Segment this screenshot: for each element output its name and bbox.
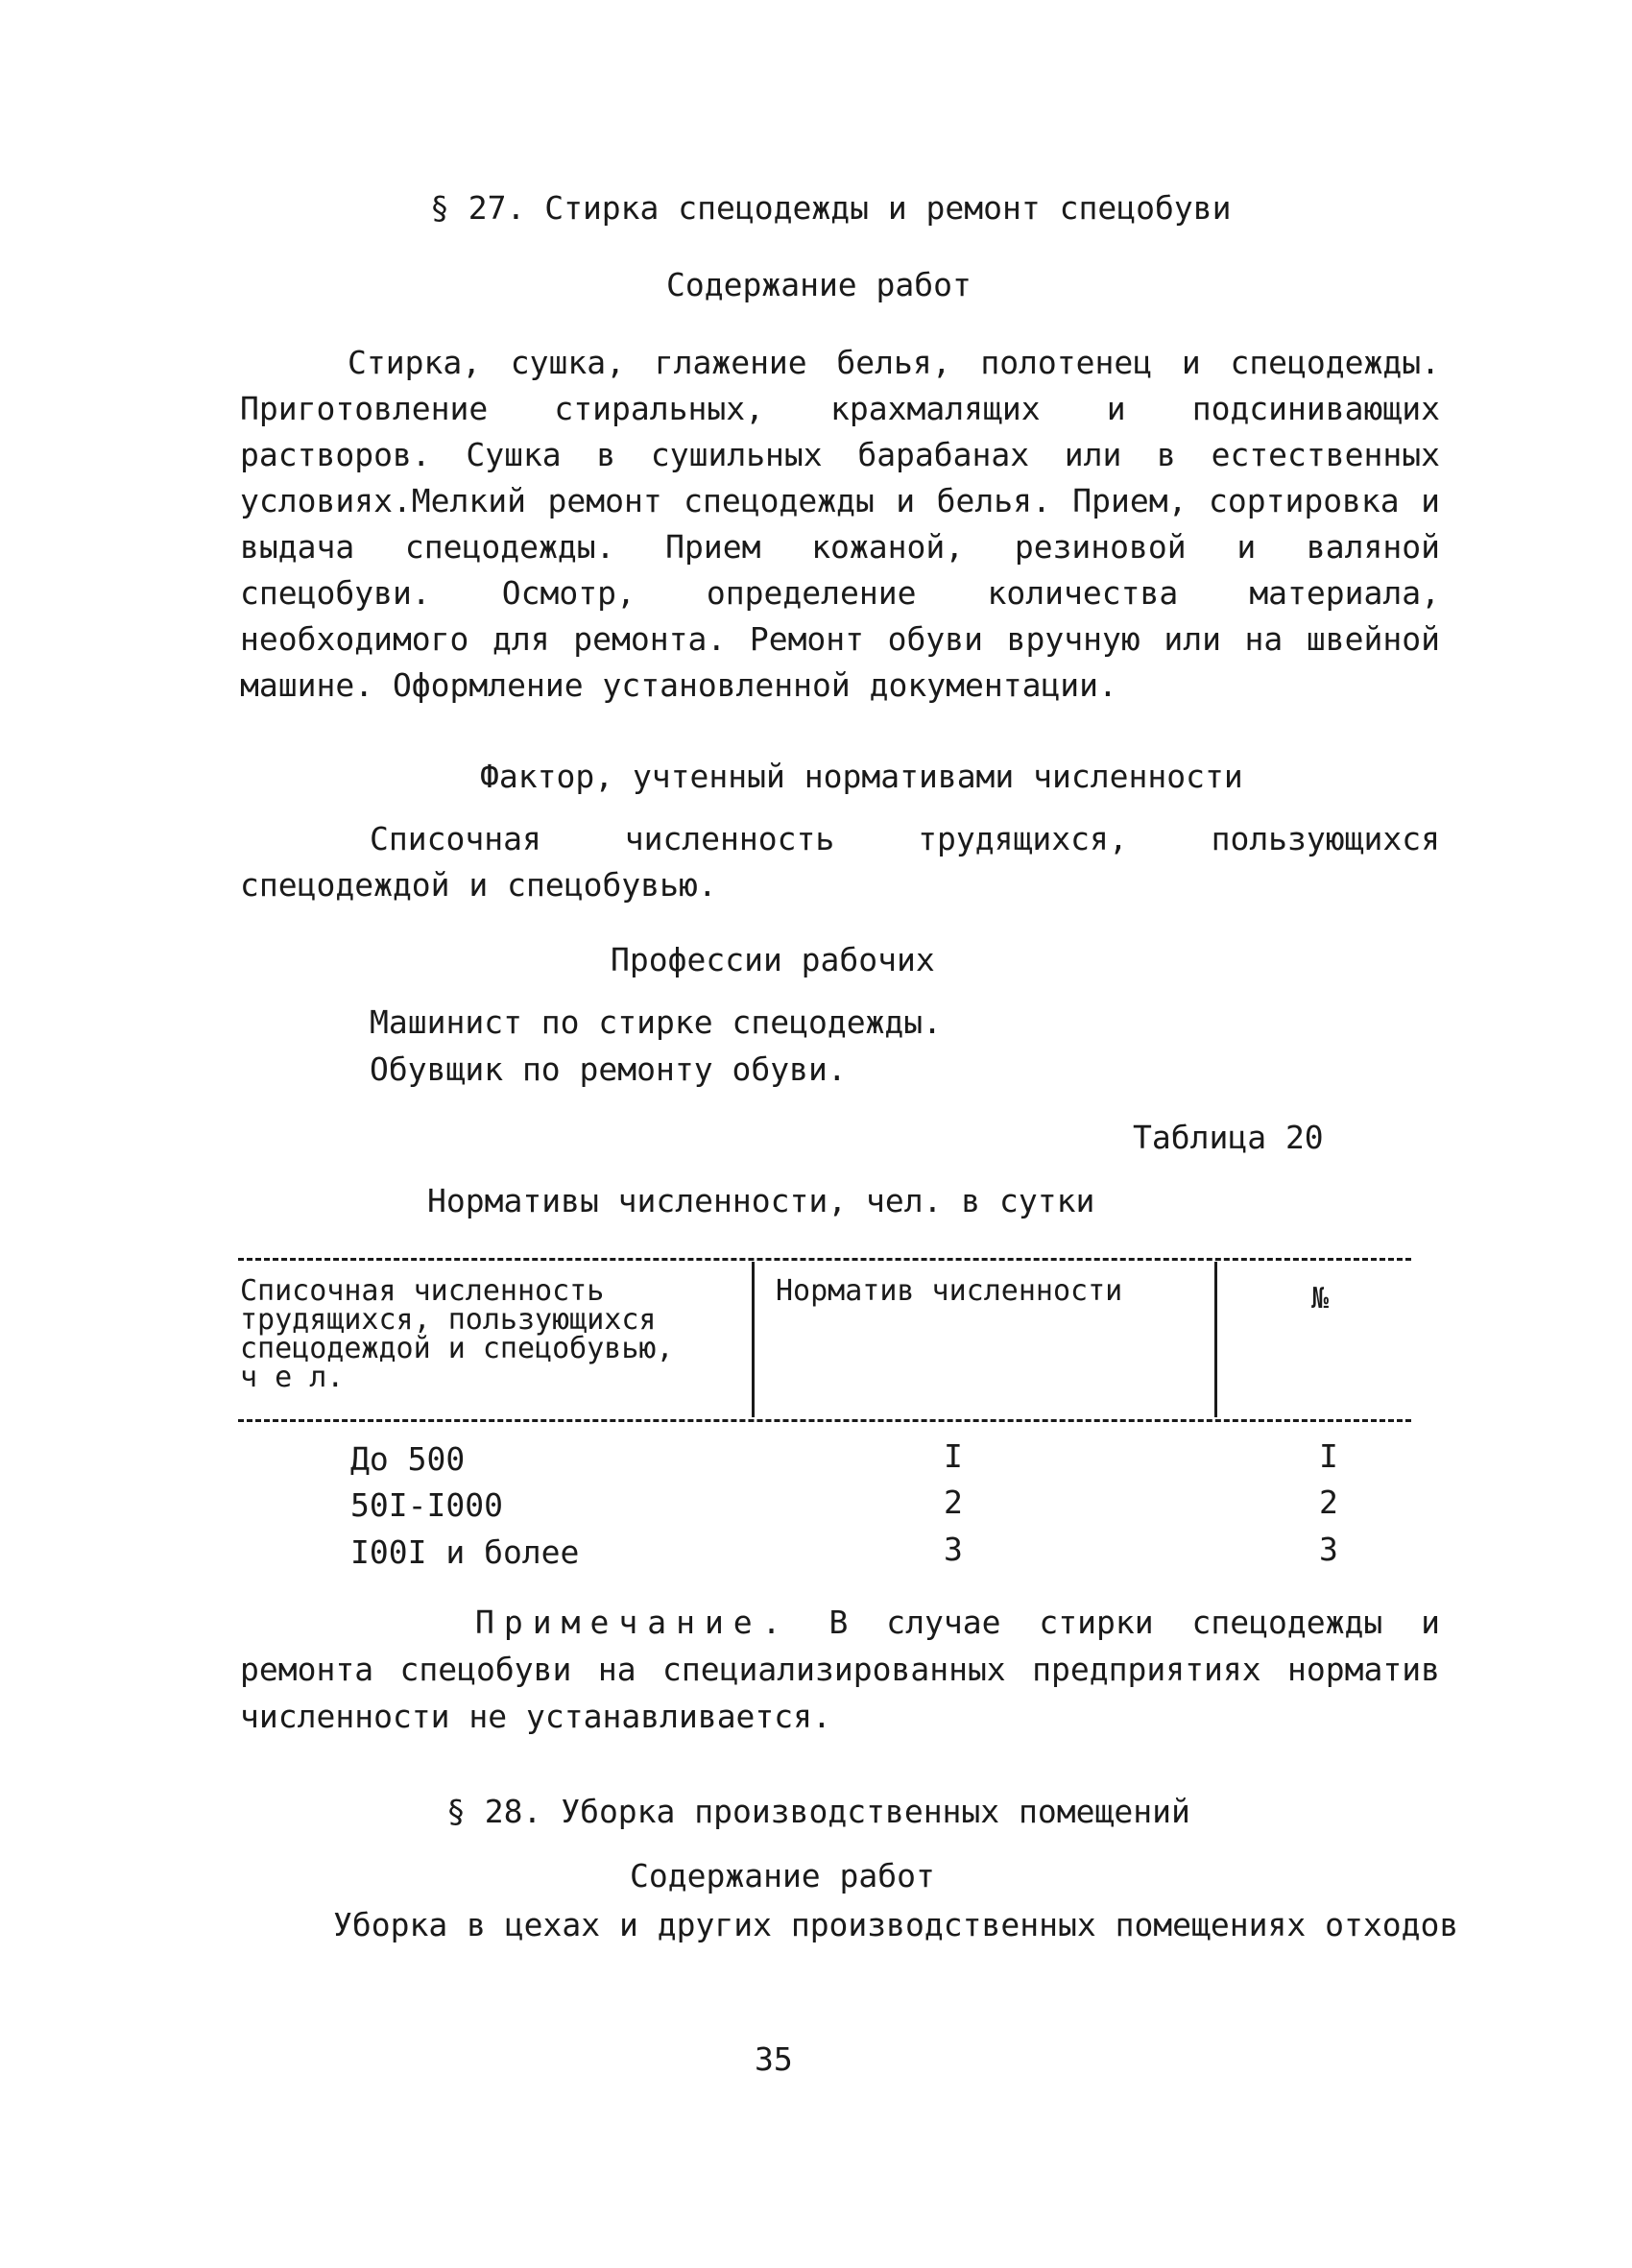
table-note xyxy=(240,1599,1440,1740)
section-27-heading: § 27. Стирка спецодежды и ремонт спецобуви xyxy=(430,189,1232,227)
table-cell-norm: I xyxy=(944,1437,963,1475)
table-cell-number: I xyxy=(1319,1437,1338,1475)
factor-text: Списочная численность трудящихся, пользующихся спецодеждой и спецобувью. xyxy=(240,820,1440,904)
section-27-content-text xyxy=(240,340,1440,709)
table-cell-number: 2 xyxy=(1319,1484,1338,1521)
profession-item: Обувщик по ремонту обуви. xyxy=(370,1050,847,1088)
factor-text-block xyxy=(240,816,1440,908)
table-cell-range: 50I-I000 xyxy=(350,1486,503,1524)
table-cell-norm: 2 xyxy=(944,1484,963,1521)
table-cell-range: До 500 xyxy=(350,1440,466,1478)
table-title: Нормативы численности, чел. в сутки xyxy=(427,1182,1095,1219)
table-cell-norm: 3 xyxy=(944,1531,963,1568)
table-top-rule xyxy=(238,1258,1411,1261)
table-cell-number: 3 xyxy=(1319,1531,1338,1568)
professions-heading: Профессии рабочих xyxy=(611,941,935,978)
section-28-content-heading: Содержание работ xyxy=(630,1857,935,1894)
table-column-divider xyxy=(1214,1262,1217,1417)
table-header-number: № xyxy=(1311,1282,1330,1315)
section-27-content-heading: Содержание работ xyxy=(666,266,972,303)
section-28-heading: § 28. Уборка производственных помещений xyxy=(446,1793,1190,1830)
page-number: 35 xyxy=(755,2040,793,2078)
note-text: В случае стирки спецодежды и ремонта спецобуви на специализированных предприятиях норматив численности не устанавливается. xyxy=(240,1604,1441,1735)
table-label: Таблица 20 xyxy=(1133,1119,1324,1156)
note-label: Примечание. xyxy=(475,1604,791,1641)
factor-heading: Фактор, учтенный нормативами численности xyxy=(480,758,1243,795)
table-cell-range: I00I и более xyxy=(350,1533,580,1571)
table-header-norm: Норматив численности xyxy=(776,1274,1123,1308)
section-28-content-text: Уборка в цехах и других производственных помещениях отходов xyxy=(333,1906,1459,1943)
table-header-rule xyxy=(238,1419,1411,1422)
profession-item: Машинист по стирке спецодежды. xyxy=(370,1003,943,1041)
table-column-divider xyxy=(752,1262,755,1417)
table-header-range: Списочная численность трудящихся, пользующихся спецодеждой и спецобувью, ч е л. xyxy=(240,1274,674,1394)
content-text: Стирка, сушка, глажение белья, полотенец и спецодежды. Приготовление стиральных, крахмалящих и подсинивающих растворов. Сушка в сушильных барабанах или в естественных условиях.Мелкий ремонт спецодежды и белья. Прием, сортировка и выдача спецодежды. Прием кожаной, резиновой и валяной спецобуви. Осмотр, определение количества материала, необходимого для ремонта. Ремонт обуви вручную или на швейной машине. Оформление установленной документации. xyxy=(240,344,1440,704)
